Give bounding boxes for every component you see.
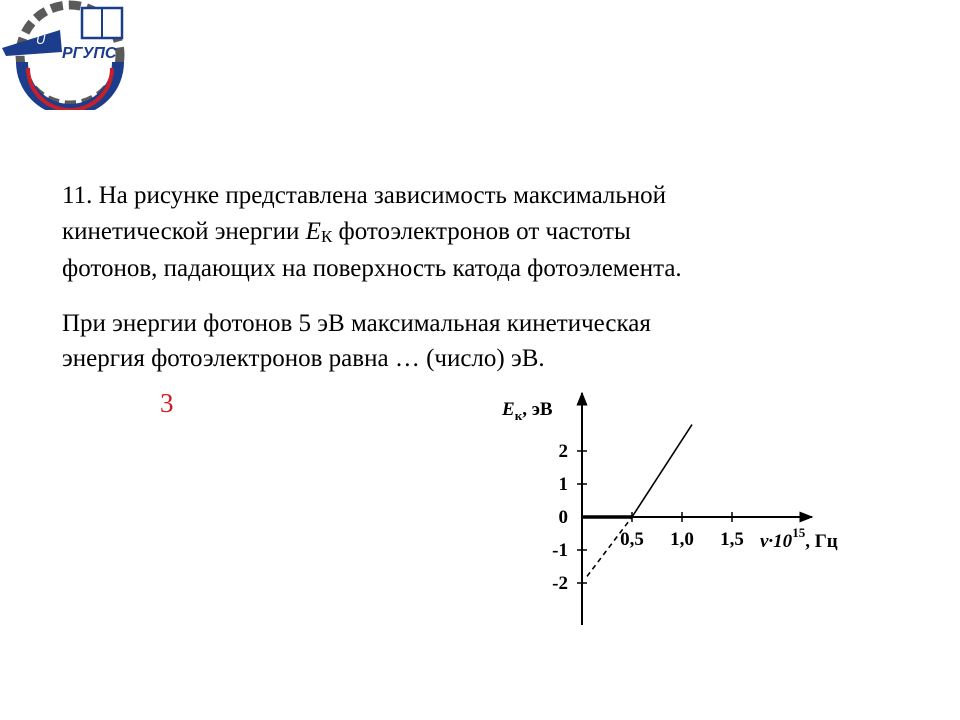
ek-subscript: К <box>320 227 333 247</box>
question-line-4: При энергии фотонов 5 эВ максимальная кинетическая <box>62 310 651 337</box>
logo-ring-text: РОСТОВ-НА-ДОНУ <box>40 73 95 91</box>
x-tick-label: 1,5 <box>720 529 744 550</box>
question-line-5: энергия фотоэлектронов равна … (число) эВ. <box>62 345 545 372</box>
ek-vs-frequency-graph <box>490 385 890 635</box>
y-tick-label: -1 <box>552 540 568 561</box>
question-line-2a: кинетической энергии <box>62 218 306 246</box>
ek-series-line <box>632 425 692 517</box>
y-tick-label: -2 <box>552 573 568 594</box>
y-axis-label: $E_к$, эВ <box>502 399 553 423</box>
logo-text: РГУПС <box>62 45 117 62</box>
train-icon <box>2 30 62 56</box>
answer-value: 3 <box>160 388 174 418</box>
y-tick-label: 1 <box>558 474 568 495</box>
question-line-2b: фотоэлектронов от частоты <box>332 218 631 246</box>
y-tick-label: 0 <box>558 507 568 528</box>
x-axis-label: $\nu\cdot 10^{15}$, Гц <box>760 525 838 552</box>
graph-axes <box>582 393 812 625</box>
question-line-1: 11. На рисунке представлена зависимость максимальной <box>62 182 667 209</box>
emblem-letter: U <box>36 32 46 47</box>
ek-symbol: EК <box>305 218 333 247</box>
y-tick-label: 2 <box>558 441 568 462</box>
question-paragraph-1 <box>62 178 882 287</box>
x-tick-label: 1,0 <box>670 529 694 550</box>
university-logo <box>0 0 140 110</box>
question-paragraph-2 <box>62 306 882 376</box>
graph-series <box>582 425 692 577</box>
question-line-3: фотонов, падающих на поверхность катода фотоэлемента. <box>62 254 682 282</box>
x-tick-label: 0,5 <box>620 529 644 550</box>
